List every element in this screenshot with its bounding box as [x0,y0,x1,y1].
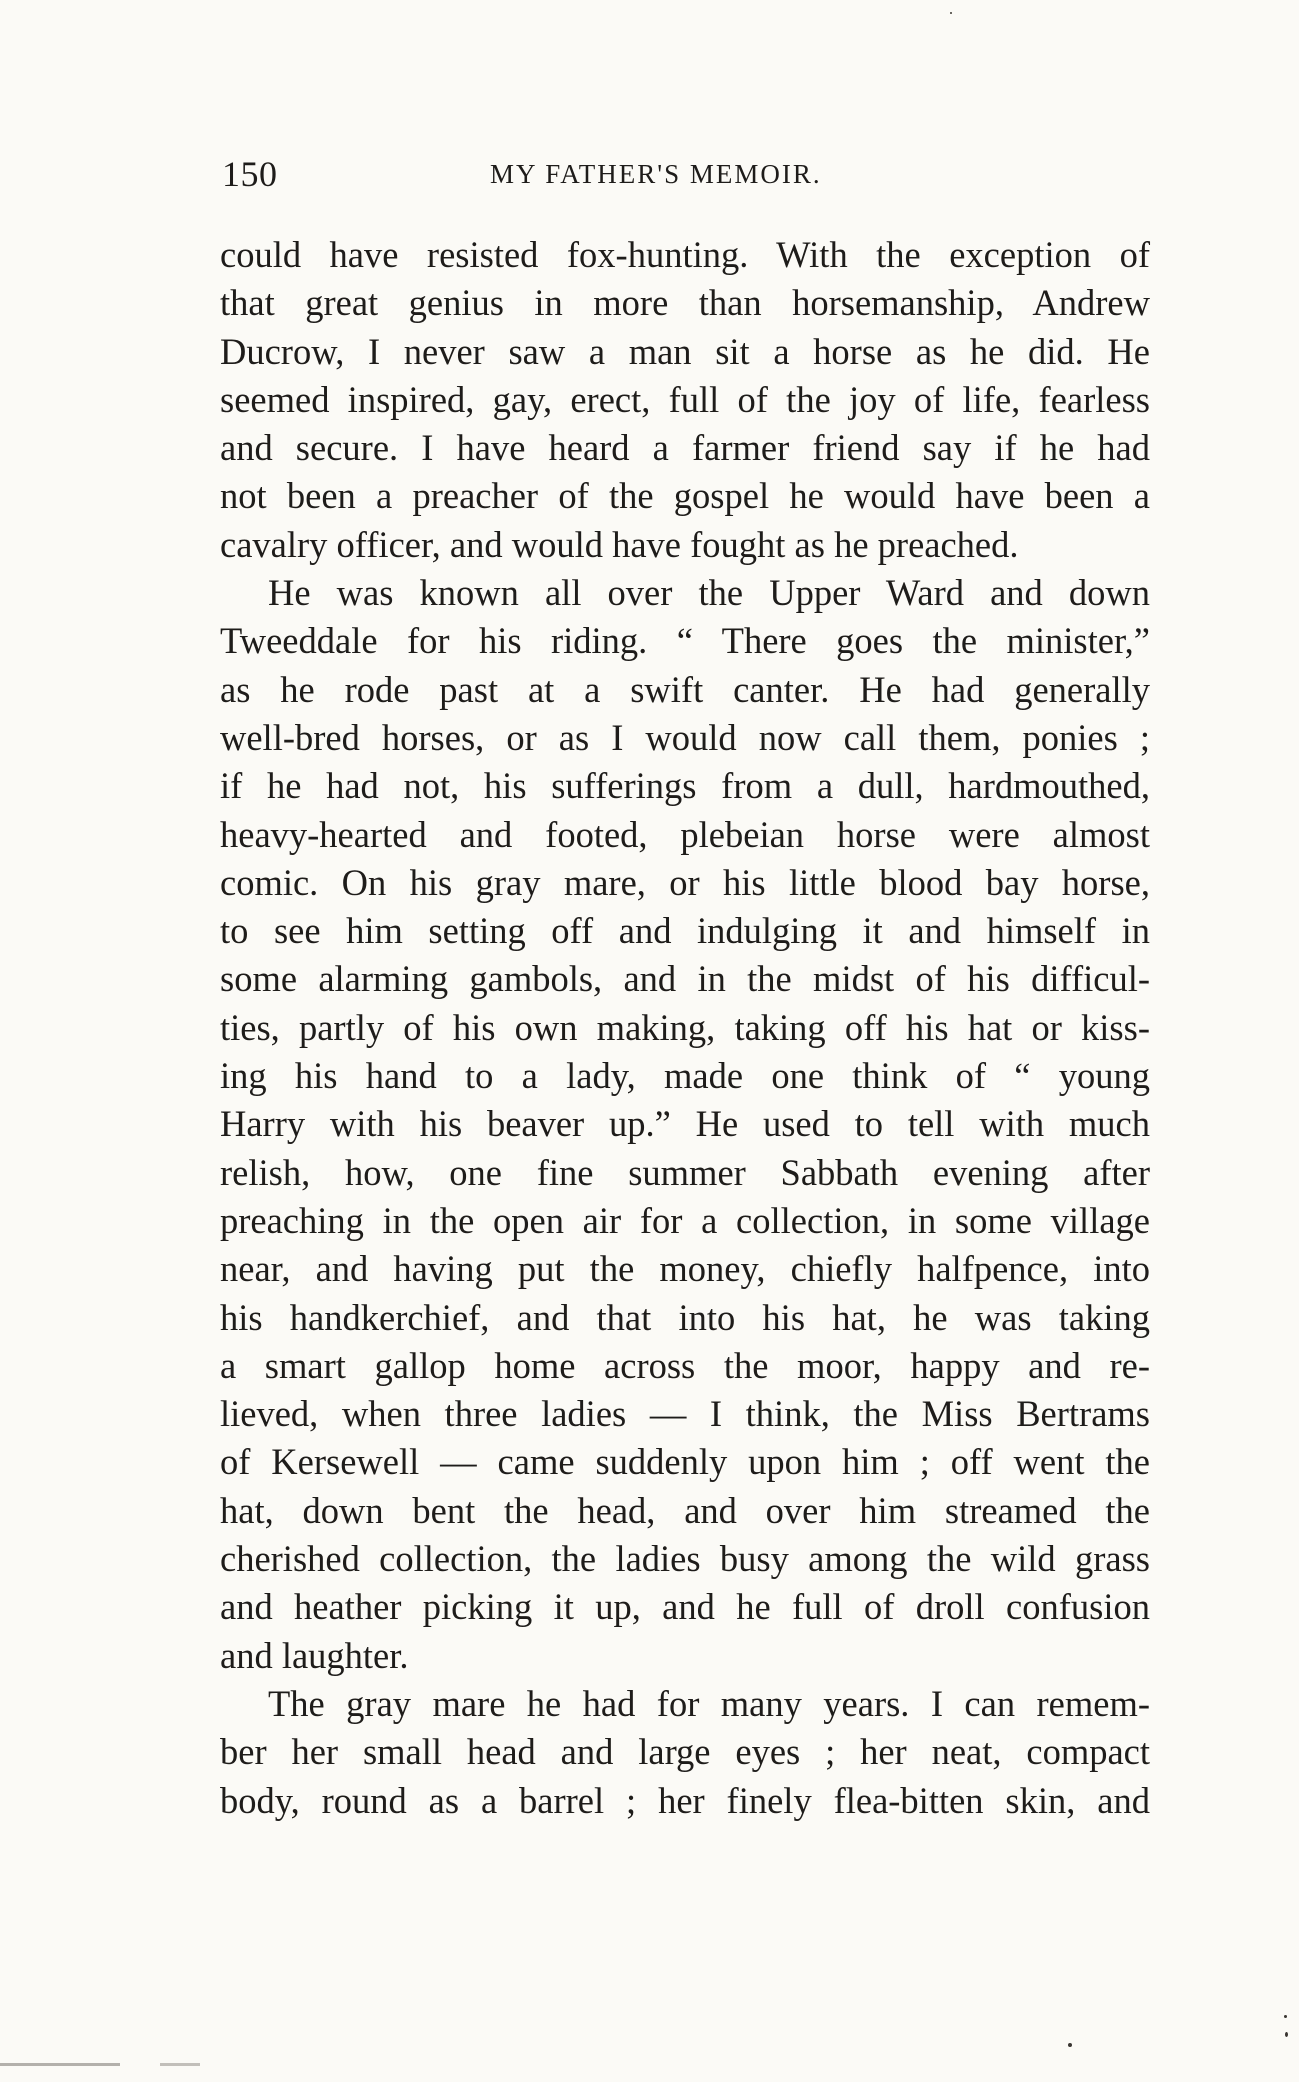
text-line: lieved, when three ladies — I think, the Miss Bertrams [220,1393,1150,1435]
text-line: as he rode past at a swift canter. He had generally [220,668,1150,710]
paragraph [220,231,1150,569]
ink-speck [1284,2015,1287,2018]
text-line: Ducrow, I never saw a man sit a horse as he did. He [220,330,1150,372]
ink-speck [1285,2032,1288,2037]
text-line: ber her small head and large eyes ; her neat, compact [220,1731,1150,1773]
text-line: and laughter. [220,1634,409,1676]
text-line: could have resisted fox-hunting. With the exception of [220,234,1150,275]
text-line: his handkerchief, and that into his hat, he was taking [220,1296,1150,1338]
text-line: to see him setting off and indulging it and himself in [220,910,1150,952]
text-line: seemed inspired, gay, erect, full of the joy of life, fearless [220,378,1150,420]
text-line: comic. On his gray mare, or his little blood bay horse, [220,861,1150,903]
text-line: near, and having put the money, chiefly halfpence, into [220,1248,1150,1290]
text-line: The gray mare he had for many years. I can remem- [268,1682,1150,1724]
text-line: ties, partly of his own making, taking off his hat or kiss- [220,1006,1150,1048]
text-line: body, round as a barrel ; her finely flea-bitten skin, and [220,1779,1150,1821]
page-number: 150 [222,154,278,194]
text-line: and secure. I have heard a farmer friend say if he had [220,427,1150,469]
text-line: well-bred horses, or as I would now call them, ponies ; [220,716,1150,758]
text-line: Tweeddale for his riding. “ There goes the minister,” [220,620,1150,662]
ink-speck [950,12,952,14]
text-line: if he had not, his sufferings from a dull, hardmouthed, [220,765,1150,807]
text-line: and heather picking it up, and he full of droll confusion [220,1586,1150,1628]
text-line: that great genius in more than horsemanship, Andrew [220,282,1150,324]
running-head: MY FATHER'S MEMOIR. [490,159,822,189]
text-line: cavalry officer, and would have fought as he preached. [220,523,1019,565]
body-text [220,231,1150,1825]
text-line: of Kersewell — came suddenly upon him ; off went the [220,1441,1150,1483]
text-line: preaching in the open air for a collection, in some village [220,1199,1150,1241]
paragraph [220,1680,1150,1825]
text-line: some alarming gambols, and in the midst of his difficul- [220,958,1150,1000]
text-line: heavy-hearted and footed, plebeian horse were almost [220,813,1150,855]
text-line: relish, how, one fine summer Sabbath evening after [220,1151,1150,1193]
text-line: Harry with his beaver up.” He used to tell with much [220,1103,1150,1145]
paragraph [220,569,1150,1680]
text-line: ing his hand to a lady, made one think of “ young [220,1055,1150,1097]
ink-speck [1068,2043,1072,2047]
text-line: a smart gallop home across the moor, happy and re- [220,1344,1150,1386]
text-line: cherished collection, the ladies busy among the wild grass [220,1538,1150,1580]
page-edge-shadow [0,2063,1299,2066]
text-line: not been a preacher of the gospel he would have been a [220,475,1150,517]
text-line: hat, down bent the head, and over him streamed the [220,1489,1150,1531]
text-line: He was known all over the Upper Ward and down [268,572,1150,614]
page-header [222,153,1152,203]
